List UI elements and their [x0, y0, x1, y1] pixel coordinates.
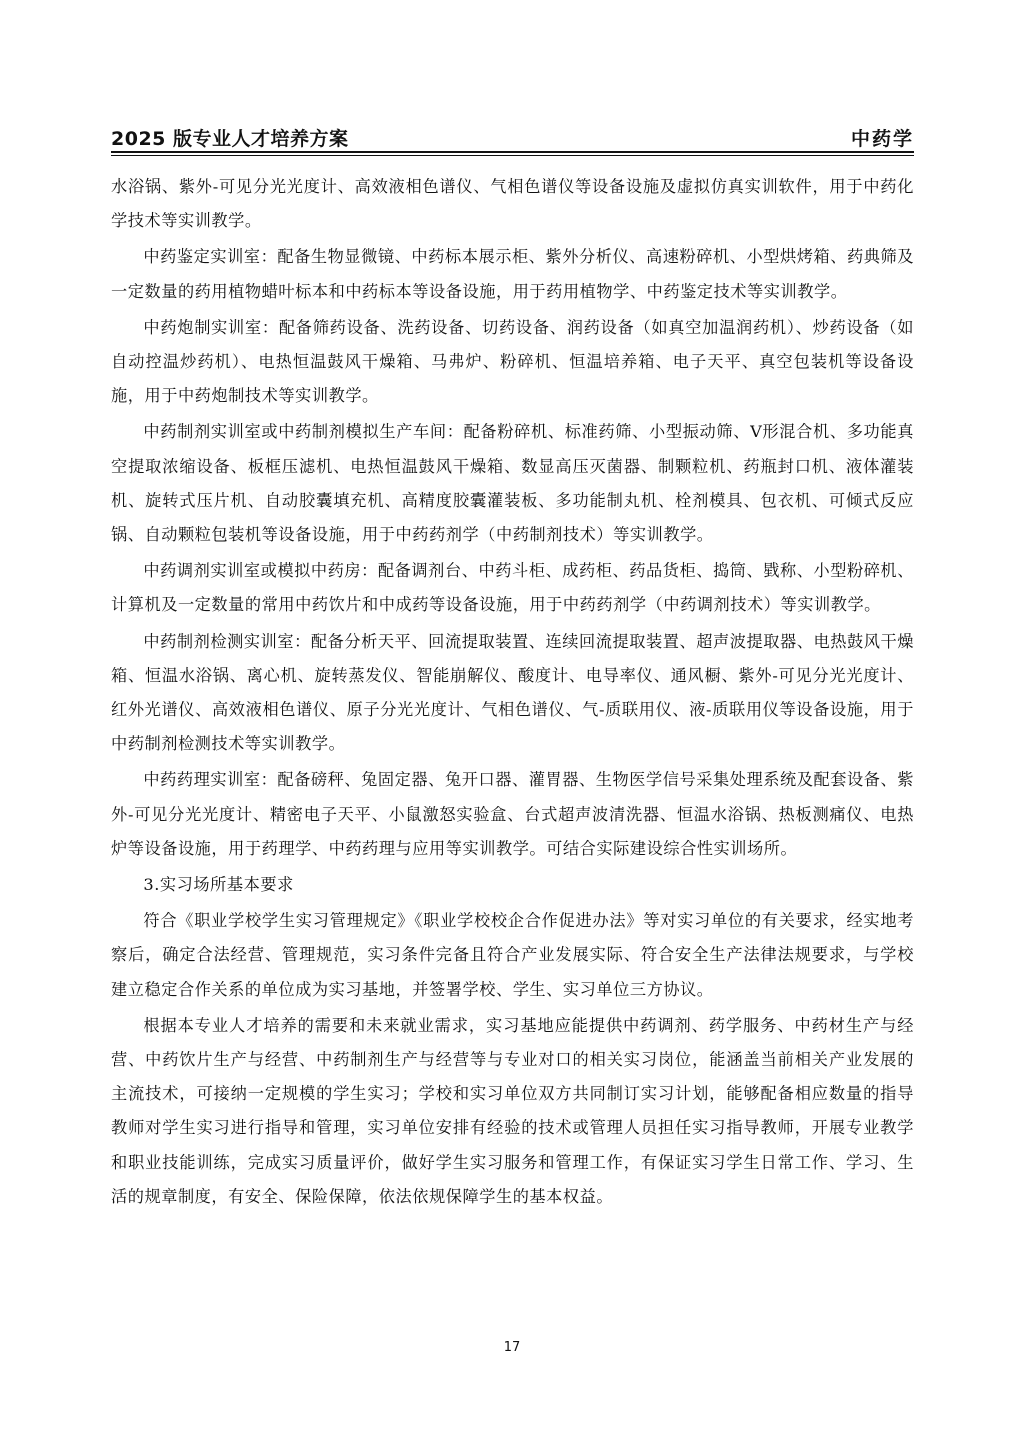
- header-major-name: 中药学: [850, 128, 914, 150]
- paragraph-internship-rules: 符合《职业学校学生实习管理规定》《职业学校校企合作促进办法》等对实习单位的有关要求，经实地考察后，确定合法经营、管理规范，实习条件完备且符合产业发展实际、符合安全生产法律法规要求，与学校建立稳定合作关系的单位成为实习基地，并签署学校、学生、实习单位三方协议。: [111, 911, 914, 999]
- body-text: [111, 170, 914, 1216]
- page-number: 17: [503, 1340, 521, 1355]
- paragraph-internship-base: 根据本专业人才培养的需要和未来就业需求，实习基地应能提供中药调剂、药学服务、中药材生产与经营、中药饮片生产与经营、中药制剂生产与经营等与专业对口的相关实习岗位，能涵盖当前相关产业发展的主流技术，可接纳一定规模的学生实习；学校和实习单位双方共同制订实习计划，能够配备相应数量的指导教师对学生实习进行指导和管理，实习单位安排有经验的技术或管理人员担任实习指导教师，开展专业教学和职业技能训练，完成实习质量评价，做好学生实习服务和管理工作，有保证实习学生日常工作、学习、生活的规章制度，有安全、保险保障，依法依规保障学生的基本权益。: [111, 1015, 914, 1206]
- paragraph-continued: 水浴锅、紫外-可见分光光度计、高效液相色谱仪、气相色谱仪等设备设施及虚拟仿真实训软件，用于中药化学技术等实训教学。: [111, 177, 914, 231]
- header-document-title: 2025 版专业人才培养方案: [111, 128, 349, 150]
- paragraph-testing-lab: 中药制剂检测实训室：配备分析天平、回流提取装置、连续回流提取装置、超声波提取器、电热鼓风干燥箱、恒温水浴锅、离心机、旋转蒸发仪、智能崩解仪、酸度计、电导率仪、通风橱、紫外-可见分光光度计、红外光谱仪、高效液相色谱仪、原子分光光度计、气相色谱仪、气-质联用仪、液-质联用仪等设备设施，用于中药制剂检测技术等实训教学。: [111, 631, 914, 754]
- paragraph-dispensing-lab: 中药调剂实训室或模拟中药房：配备调剂台、中药斗柜、成药柜、药品货柜、捣筒、戥称、小型粉碎机、计算机及一定数量的常用中药饮片和中成药等设备设施，用于中药药剂学（中药调剂技术）等实训教学。: [111, 561, 914, 615]
- paragraph-processing-lab: 中药炮制实训室：配备筛药设备、洗药设备、切药设备、润药设备（如真空加温润药机）、炒药设备（如自动控温炒药机）、电热恒温鼓风干燥箱、马弗炉、粉碎机、恒温培养箱、电子天平、真空包装机等设备设施，用于中药炮制技术等实训教学。: [111, 317, 914, 406]
- paragraph-preparation-lab: 中药制剂实训室或中药制剂模拟生产车间：配备粉碎机、标准药筛、小型振动筛、V形混合机、多功能真空提取浓缩设备、板框压滤机、电热恒温鼓风干燥箱、数显高压灭菌器、制颗粒机、药瓶封口机、液体灌装机、旋转式压片机、自动胶囊填充机、高精度胶囊灌装板、多功能制丸机、栓剂模具、包衣机、可倾式反应锅、自动颗粒包装机等设备设施，用于中药药剂学（中药制剂技术）等实训教学。: [111, 422, 914, 545]
- section-heading-internship: 3.实习场所基本要求: [143, 875, 294, 895]
- paragraph-pharmacology-lab: 中药药理实训室：配备磅秤、兔固定器、兔开口器、灌胃器、生物医学信号采集处理系统及配套设备、紫外-可见分光光度计、精密电子天平、小鼠激怒实验盒、台式超声波清洗器、恒温水浴锅、热板测痛仪、电热炉等设备设施，用于药理学、中药药理与应用等实训教学。可结合实际建设综合性实训场所。: [111, 770, 914, 858]
- paragraph-identification-lab: 中药鉴定实训室：配备生物显微镜、中药标本展示柜、紫外分析仪、高速粉碎机、小型烘烤箱、药典筛及一定数量的药用植物蜡叶标本和中药标本等设备设施，用于药用植物学、中药鉴定技术等实训教学。: [111, 247, 914, 301]
- page-header: [111, 124, 914, 152]
- header-rule-thin: [111, 155, 914, 156]
- header-rule-thick: [111, 151, 914, 153]
